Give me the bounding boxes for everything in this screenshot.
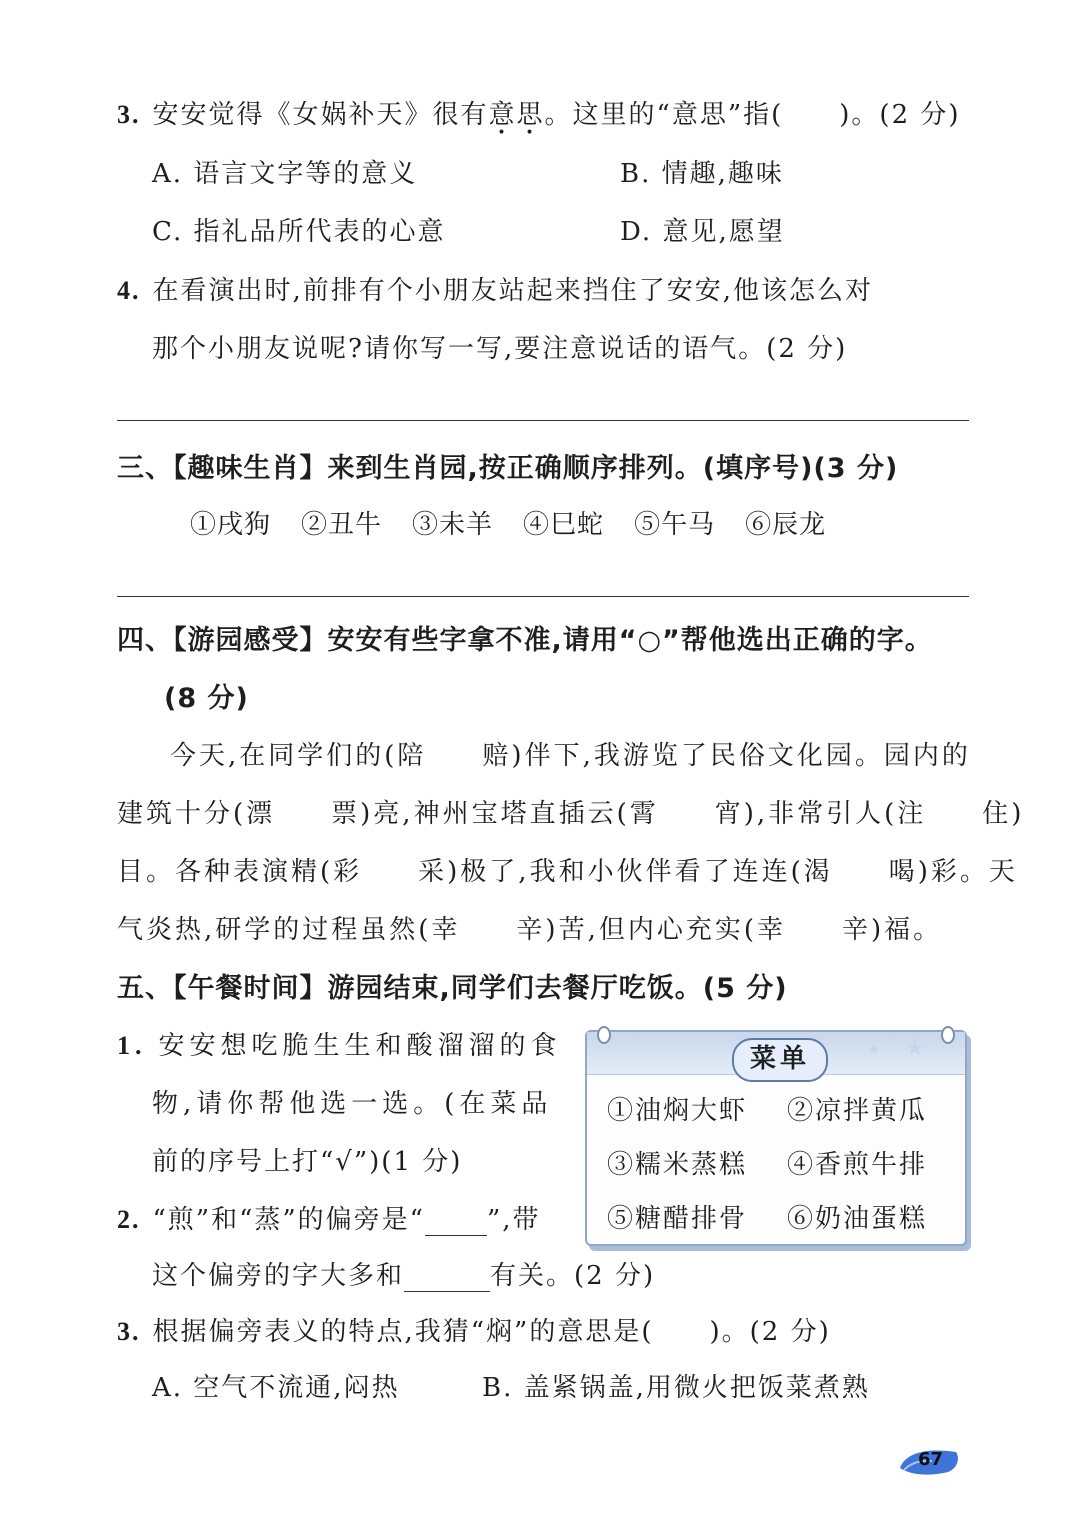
s5-q3-option-b[interactable]: B. 盖紧锅盖,用微火把饭菜煮熟 [482, 1373, 870, 1403]
zodiac-item: ②丑牛 [301, 510, 383, 540]
passage-line-3: 目。各种表演精(彩 采)极了,我和小伙伴看了连连(渴 喝)彩。天 [117, 857, 1018, 887]
section3-heading: 三、【趣味生肖】来到生肖园,按正确顺序排列。(填序号)(3 分) [117, 453, 899, 484]
zodiac-list [190, 504, 826, 541]
passage-line-1: 今天,在同学们的(陪 赔)伴下,我游览了民俗文化园。园内的 [170, 741, 971, 771]
section5-heading: 五、【午餐时间】游园结束,同学们去餐厅吃饭。(5 分) [117, 973, 788, 1004]
q4-number: 4. [117, 276, 141, 305]
q3-option-d[interactable]: D. 意见,愿望 [620, 217, 785, 247]
menu-item[interactable]: ④香煎牛排 [787, 1150, 928, 1180]
menu-title: 菜单 [732, 1038, 828, 1082]
page-number: 67 [918, 1449, 944, 1470]
s5-q3-number: 3. [117, 1317, 141, 1346]
s5-q1-number: 1. [117, 1031, 147, 1060]
zodiac-item: ⑥辰龙 [745, 510, 827, 540]
radical-blank[interactable] [425, 1205, 487, 1236]
q3-option-c[interactable]: C. 指礼品所代表的心意 [152, 217, 446, 247]
s5-q1-line3: 前的序号上打“√”)(1 分) [152, 1147, 463, 1177]
q3-stem: 3. 安安觉得《女娲补天》很有意思。这里的“意思”指( )。(2 分) [117, 100, 961, 130]
q4-stem-line2: 那个小朋友说呢?请你写一写,要注意说话的语气。(2 分) [152, 334, 848, 364]
menu-card [585, 1030, 967, 1246]
star-icon: ★ [867, 1042, 880, 1058]
emphasis-dot-char: 意 [488, 100, 517, 130]
s5-q1-line1: 1. 安安想吃脆生生和酸溜溜的食 [117, 1031, 562, 1061]
passage-line-2: 建筑十分(漂 票)亮,神州宝塔直插云(霄 宵),非常引人(注 住) [117, 799, 1025, 829]
q4-stem-line1: 4. 在看演出时,前排有个小朋友站起来挡住了安安,他该怎么对 [117, 276, 874, 306]
zodiac-item: ④巳蛇 [523, 510, 605, 540]
section4-heading-line1: 四、【游园感受】安安有些字拿不准,请用“○”帮他选出正确的字。 [117, 625, 933, 656]
menu-item[interactable]: ①油焖大虾 [607, 1096, 748, 1126]
s5-q3-stem: 3. 根据偏旁表义的特点,我猜“焖”的意思是( )。(2 分) [117, 1317, 831, 1347]
s5-q2-number: 2. [117, 1205, 141, 1234]
section3-answer-line[interactable] [117, 596, 969, 597]
menu-item[interactable]: ③糯米蒸糕 [607, 1150, 748, 1180]
pin-icon [941, 1026, 955, 1044]
s5-q2-line1: 2. “煎”和“蒸”的偏旁是“ ”,带 [117, 1205, 541, 1235]
q3-number: 3. [117, 100, 141, 129]
menu-item[interactable]: ⑤糖醋排骨 [607, 1204, 748, 1234]
section4-heading-line2: (8 分) [164, 683, 249, 714]
zodiac-item: ③未羊 [412, 510, 494, 540]
zodiac-item: ①戌狗 [190, 510, 272, 540]
s5-q1-line2: 物,请你帮他选一选。(在菜品 [152, 1089, 553, 1119]
s5-q3-option-a[interactable]: A. 空气不流通,闷热 [152, 1373, 400, 1403]
s5-q2-line2: 这个偏旁的字大多和 有关。(2 分) [152, 1261, 656, 1291]
q3-option-a[interactable]: A. 语言文字等的意义 [152, 159, 418, 189]
page-number-badge [898, 1446, 960, 1476]
menu-item[interactable]: ⑥奶油蛋糕 [787, 1204, 928, 1234]
meaning-blank[interactable] [404, 1261, 490, 1292]
emphasis-dot-char: 思 [516, 100, 545, 130]
pin-icon [597, 1026, 611, 1044]
q4-answer-line[interactable] [117, 420, 969, 421]
passage-line-4: 气炎热,研学的过程虽然(幸 辛)苦,但内心充实(幸 辛)福。 [117, 915, 943, 945]
star-icon: ★ [905, 1036, 925, 1061]
zodiac-item: ⑤午马 [634, 510, 716, 540]
menu-item[interactable]: ②凉拌黄瓜 [787, 1096, 928, 1126]
q3-option-b[interactable]: B. 情趣,趣味 [620, 159, 784, 189]
